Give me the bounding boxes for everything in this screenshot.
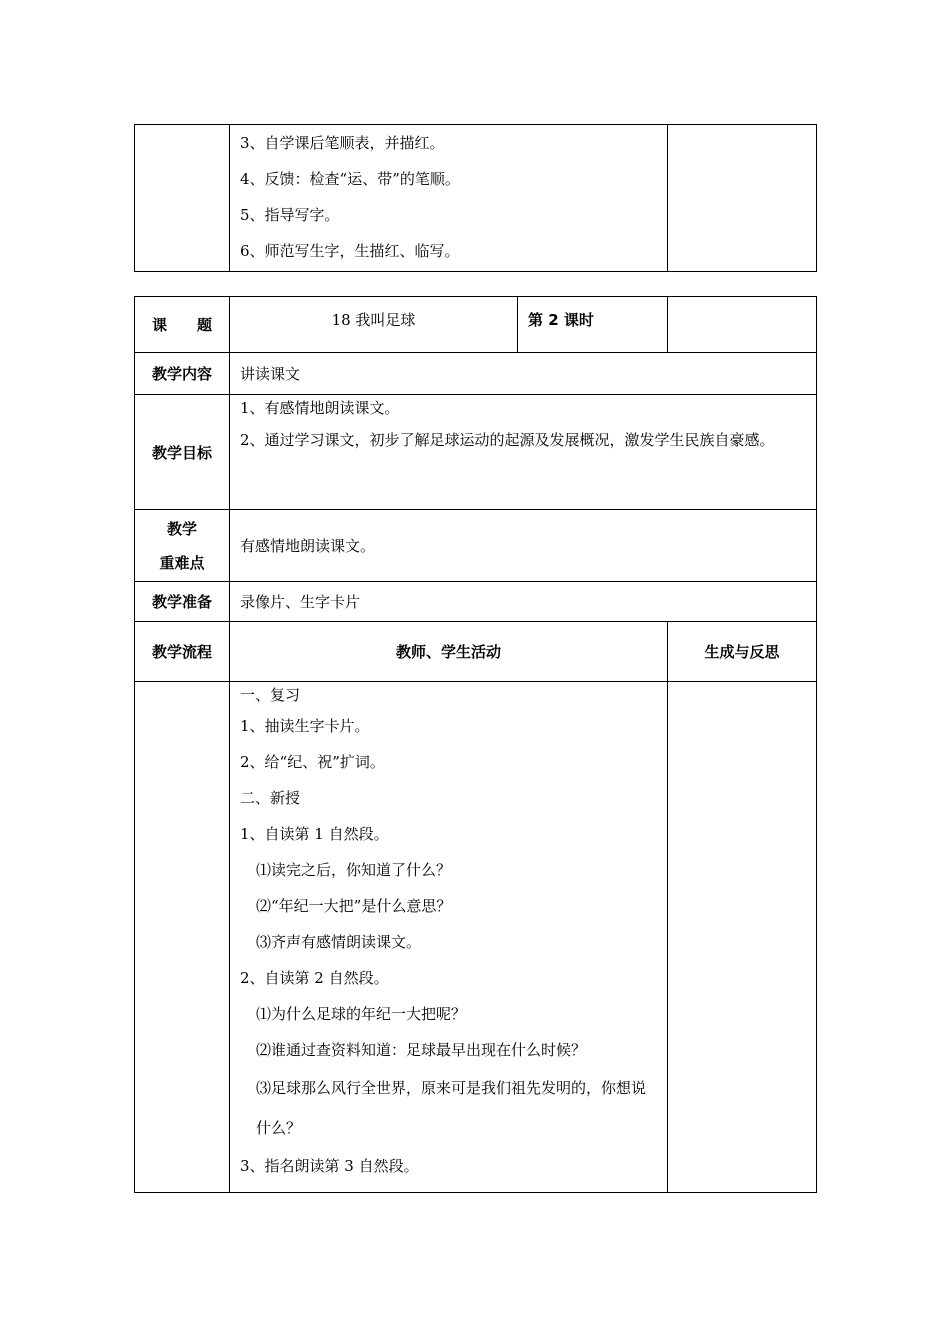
content-text: 讲读课文 <box>240 364 301 383</box>
activity-header: 教师、学生活动 <box>230 622 668 682</box>
flow-line: 2、自读第 2 自然段。 <box>240 969 389 987</box>
key-label-line-2: 重难点 <box>159 553 205 572</box>
flow-line: 一、复习 <box>240 686 301 704</box>
flow-label-cell <box>135 682 230 1193</box>
activity-cell <box>230 125 668 272</box>
flow-line: ⑴读完之后，你知道了什么？ <box>256 861 452 879</box>
goals-label: 教学目标 <box>135 395 230 510</box>
flow-line: ⑵谁通过查资料知道：足球最早出现在什么时候？ <box>256 1041 587 1059</box>
flow-line: ⑶足球那么风行全世界，原来可是我们祖先发明的，你想说什么？ <box>256 1079 647 1137</box>
key-points-text: 有感情地朗读课文。 <box>240 536 376 555</box>
prep-text: 录像片、生字卡片 <box>240 592 361 611</box>
flow-line: ⑶齐声有感情朗读课文。 <box>256 933 422 951</box>
period-label: 第 2 课时 <box>518 297 668 353</box>
lesson-plan-table <box>134 296 817 1193</box>
goal-line: 2、通过学习课文，初步了解足球运动的起源及发展概况，激发学生民族自豪感。 <box>240 431 775 449</box>
flow-line: 1、抽读生字卡片。 <box>240 717 370 735</box>
activity-line: 4、反馈：检查“运、带”的笔顺。 <box>240 170 460 188</box>
title-value: 18 我叫足球 <box>230 297 518 353</box>
continuation-table <box>134 124 817 272</box>
title-label: 课 题 <box>135 297 230 353</box>
activity-line: 5、指导写字。 <box>240 206 340 224</box>
key-label-line-1: 教学 <box>166 519 197 538</box>
reflection-cell <box>668 682 817 1193</box>
goal-line: 1、有感情地朗读课文。 <box>240 399 400 417</box>
reflection-cell <box>668 125 817 272</box>
period-value <box>668 297 817 353</box>
content-label: 教学内容 <box>135 353 230 395</box>
content-value <box>230 353 817 395</box>
activity-cell <box>230 682 668 1193</box>
activity-line: 3、自学课后笔顺表，并描红。 <box>240 134 445 152</box>
key-points-label <box>135 510 230 582</box>
flow-line: 1、自读第 1 自然段。 <box>240 825 389 843</box>
flow-line: ⑵“年纪一大把”是什么意思？ <box>256 897 452 915</box>
flow-line: ⑴为什么足球的年纪一大把呢？ <box>256 1005 467 1023</box>
reflection-header: 生成与反思 <box>668 622 817 682</box>
flow-line: 2、给“纪、祝”扩词。 <box>240 753 385 771</box>
flow-line: 3、指名朗读第 3 自然段。 <box>240 1157 419 1175</box>
key-points-value <box>230 510 817 582</box>
flow-label: 教学流程 <box>135 622 230 682</box>
prep-value <box>230 582 817 622</box>
activity-line: 6、师范写生字，生描红、临写。 <box>240 242 460 260</box>
flow-label-cell <box>135 125 230 272</box>
flow-line: 二、新授 <box>240 789 301 807</box>
prep-label: 教学准备 <box>135 582 230 622</box>
goals-value <box>230 395 817 510</box>
